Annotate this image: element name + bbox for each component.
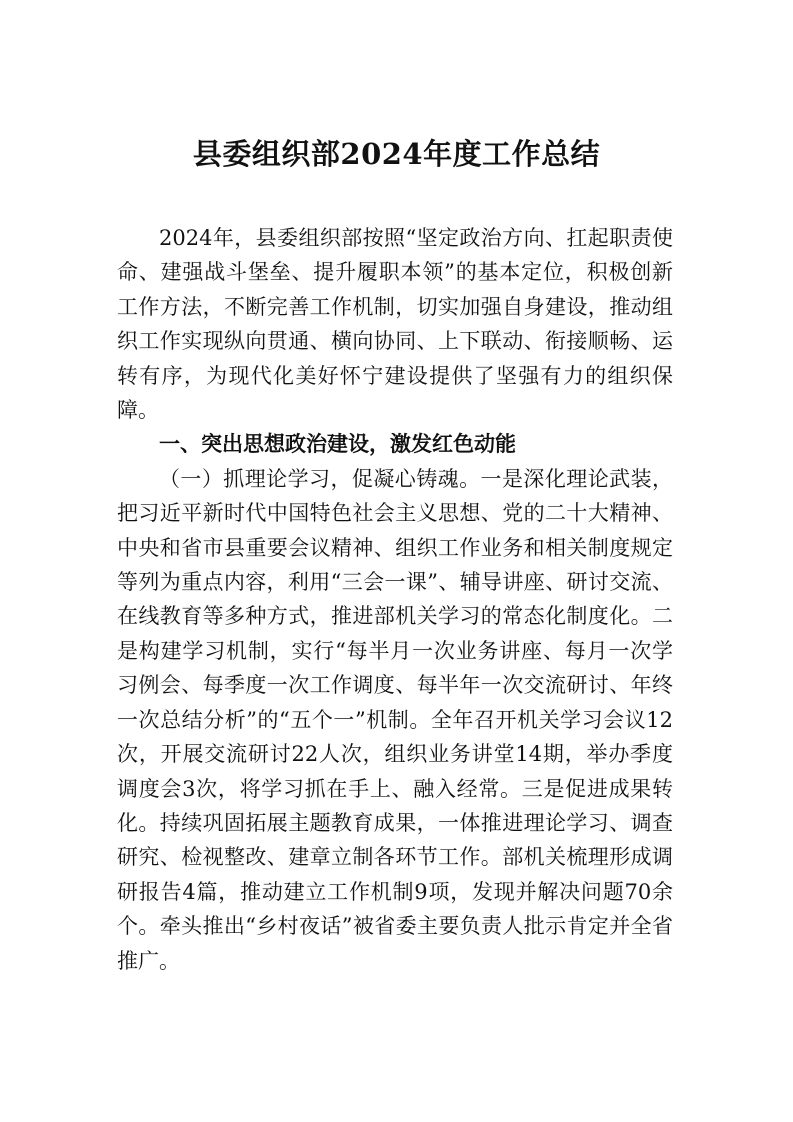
section-paragraph: （一）抓理论学习，促凝心铸魂。一是深化理论武装，把习近平新时代中国特色社会主义思想、党的二十大精神、中央和省市县重要会议精神、组织工作业务和相关制度规定等列为重点内容，利用“三会一课”、辅导讲座、研讨交流、在线教育等多种方式，推进部机关学习的常态化制度化。二是构建学习机制，实行“每半月一次业务讲座、每月一次学习例会、每季度一次工作调度、每半年一次交流研讨、年终一次总结分析”的“五个一”机制。全年召开机关学习会议12次，开展交流研讨22人次，组织业务讲堂14期，举办季度调度会3次，将学习抓在手上、融入经常。三是促进成果转化。持续巩固拓展主题教育成果，一体推进理论学习、调查研究、检视整改、建章立制各环节工作。部机关梳理形成调研报告4篇，推动建立工作机制9项，发现并解决问题70余个。牵头推出“乡村夜话”被省委主要负责人批示肯定并全省推广。 [117, 466, 673, 973]
section-heading: 一、突出思想政治建设，激发红色动能 [159, 432, 516, 457]
document-body [117, 221, 673, 978]
intro-paragraph: 2024年，县委组织部按照“坚定政治方向、扛起职责使命、建强战斗堡垒、提升履职本领”的基本定位，积极创新工作方法，不断完善工作机制，切实加强自身建设，推动组织工作实现纵向贯通、横向协同、上下联动、衔接顺畅、运转有序，为现代化美好怀宁建设提供了坚强有力的组织保障。 [117, 226, 673, 423]
document-title: 县委组织部2024年度工作总结 [192, 137, 601, 171]
